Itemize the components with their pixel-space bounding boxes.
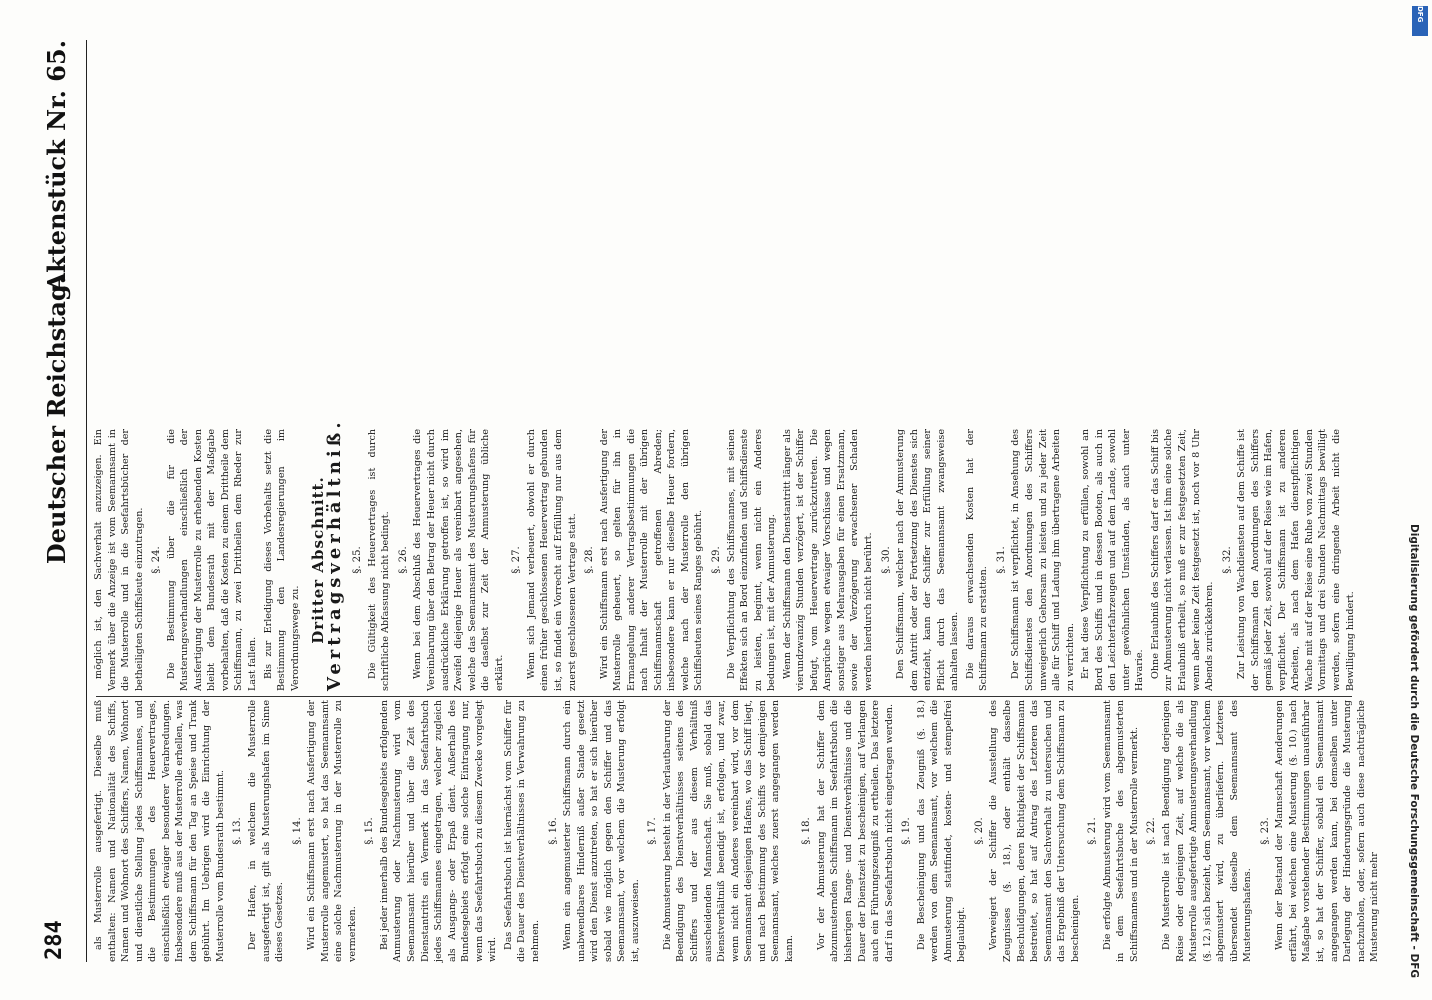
section-heading: §. 23. [1259,817,1271,845]
chapter-title: Vertragsverhältniß. [323,418,345,691]
paragraph: Wenn ein angemusterter Schiffsmann durch ein unabwendbares Hinderniß außer Stande gesetzt wird den Dienst anzutreten, so hat er sich hierüber sobald wie möglich gegen den Schiffer und das Seemannsamt, vor welchem die Musterung erfolgt ist, auszuweisen. [562,700,641,962]
header-rule [86,40,87,962]
text-column-left [92,700,1381,962]
paragraph: Der Hafen, in welchem die Musterrolle ausgefertigt ist, gilt als Musterungshafen im Sinne dieses Gesetzes. [247,700,286,962]
paragraph: Die Gültigkeit des Heuervertrages ist durch schriftliche Abfassung nicht bedingt. [366,429,392,691]
paragraph: Wenn der Schiffsmann den Dienstantritt länger als vierundzwanzig Stunden verzögert, ist der Schiffer befugt, vom Heuervertrage zurückzutreten. Die Ansprüche wegen etwaiger Vorschüsse und wegen sonstiger aus Mehrausgaben für einen Ersatzmann, sowie der Verzögerung erwachsener Schaden werden hierdurch nicht berührt. [781,429,874,691]
section-heading: §. 17. [647,817,659,845]
paragraph: Wenn der Bestand der Mannschaft Aenderungen erfährt, bei welchen eine Musterung (§. 10.) nach Maßgabe vorstehender Bestimmungen unausführbar ist, so hat der Schiffer, sobald ein Seemannsamt angegangen werden kann, bei demselben unter Darlegung der Hinderungsgründe die Musterung nachzuholen, oder, sofern auch diese nachträgliche Musterung nicht mehr [1274,700,1381,962]
section-heading: §. 19. [901,817,913,845]
section-heading: §. 15. [364,817,376,845]
document-number: Aktenstück Nr. 65. [42,40,71,292]
paragraph: Die Musterrolle ist nach Beendigung derjenigen Reise oder derjenigen Zeit, auf welche die als Musterrolle ausgefertigte Anmusterungsverhandlung (§. 12.) sich bezieht, dem Seemannsamt, vor welchem abgemustert wird, zu überliefern. Letzteres übersendet dieselbe dem Seemannsamt des Musterungshafens. [1161,700,1254,962]
section-heading: §. 18. [801,817,813,845]
section-heading: §. 32. [1221,546,1233,574]
section-heading: §. 30. [880,546,892,574]
running-title: Deutscher Reichstag. [42,275,71,565]
paragraph: Vor der Abmusterung hat der Schiffer dem abzumusternden Schiffsmann im Seefahrtsbuch die bisherigen Range- und Dienstverhältnisse und die Dauer der Dienstzeit zu bescheinigen, auf Verlangen auch ein Führungszeugniß zu ertheilen. Das letztere darf in das Seefahrtsbuch nicht eingetragen werden. [815,700,895,962]
paragraph: Bis zur Erledigung dieses Vorbehalts setzt die Bestimmung den Landesregierungen im Verordnungswege zu. [262,429,301,691]
section-heading: §. 28. [584,546,596,574]
section-heading: §. 29. [710,546,722,574]
digitization-credit [1402,18,1426,978]
paragraph: möglich ist, den Sachverhalt anzuzeigen. Ein Vermerk über die Anzeige ist vom Seemannsamt in die Musterrolle und in die Seefahrtsbücher der betheiligten Schiffsleute einzutragen. [93,429,145,691]
paragraph: Die Bescheinigung und das Zeugniß (§. 18.) werden von dem Seemannsamt, vor welchem die Abmusterung stattfindet, kosten- und stempelfrei beglaubigt. [915,700,968,962]
paragraph: Die erfolgte Abmusterung wird vom Seemannsamt in dem Seefahrtsbuche des abgemusterten Schiffsmannes und in der Musterrolle vermerkt. [1101,700,1140,962]
paragraph: Ohne Erlaubniß des Schiffers darf er das Schiff bis zur Abmusterung nicht verlassen. Ist ihm eine solche Erlaubniß ertheilt, so muß er zur festgesetzten Zeit, wenn aber keine Zeit festgesetzt ist, noch vor 8 Uhr Abends zurückkehren. [1149,429,1216,691]
paragraph: Verweigert der Schiffer die Ausstellung des Zeugnisses (§. 18.), oder enthält dasselbe Beschuldigungen, deren Richtigkeit der Schiffsmann bestreitet, so hat auf Antrag des Letzteren das Seemannsamt den Sachverhalt zu untersuchen und das Ergebniß der Untersuchung dem Schiffsmann zu bescheinigen. [988,700,1081,962]
section-heading: §. 16. [547,817,559,845]
paragraph: Die daraus erwachsenden Kosten hat der Schiffsmann zu erstatten. [964,429,990,691]
dfg-logo: DFG [1412,6,1428,36]
section-heading: §. 14. [291,817,303,845]
credit-text: Digitalisierung gefördert durch die Deutsche Forschungsgemeinschaft - DFG [1408,524,1420,978]
paragraph: Die Abmusterung besteht in der Verlautbarung der Beendigung des Dienstverhältnisses seitens des Schiffers und der aus diesem Verhältniß ausscheidenden Mannschaft. Sie muß, sobald das Dienstverhältniß beendigt ist, erfolgen, und zwar, wenn nicht ein Anderes vereinbart wird, vor dem Seemannsamt desjenigen Hafens, wo das Schiff liegt, und nach Bestimmung des Schiffs vor demjenigen Seemannsamt, welches zuerst angegangen werden kann. [661,700,795,962]
paragraph: Der Schiffsmann ist verpflichtet, in Ansehung des Schiffsdienstes den Anordnungen des Schiffers unweigerlich Gehorsam zu leisten und zu jeder Zeit alle für Schiff und Ladung ihm übertragene Arbeiten zu verrichten. [1010,429,1076,691]
paragraph: als Musterrolle ausgefertigt. Dieselbe muß enthalten: Namen und Nationalität des Schiffs, Namen und Wohnort des Schiffers, Namen, Wohnort und dienstliche Stellung jedes Schiffsmannes, und die Bestimmungen des Heuervertrages, einschließlich etwaiger besonderer Verabredungen. Insbesondere muß aus der Musterrolle erhellen, was dem Schiffsmann für den Tag an Speise und Trank gebührt. Im Uebrigen wird die Einrichtung der Musterrolle vom Bundesrath bestimmt. [93,700,226,962]
text-column-right [92,418,1362,691]
section-heading: §. 26. [397,546,409,574]
section-heading: §. 22. [1146,817,1158,845]
section-heading: §. 20. [973,817,985,845]
paragraph: Er hat diese Verpflichtung zu erfüllen, sowohl an Bord des Schiffs und in dessen Booten, als auch in den Leichterfahrzeugen und auf dem Lande, sowohl unter gewöhnlichen Umständen, als auch unter Havarie. [1080,429,1146,691]
paragraph: Die Verpflichtung des Schiffsmannes, mit seinen Effekten sich an Bord einzufinden und Schiffsdienste zu leisten, beginnt, wenn nicht ein Anderes bedungen ist, mit der Anmusterung. [725,429,778,691]
section-heading: §. 27. [511,546,523,574]
page-header [36,40,84,960]
page-number: 284 [42,920,67,960]
paragraph: Wenn sich Jemand verheuert, obwohl er durch einen früher geschlossenen Heuervertrag gebunden ist, so findet ein Vorrecht auf Erfüllung nur aus dem zuerst geschlossenen Vertrage statt. [525,429,578,691]
paragraph: Den Schiffsmann, welcher nach der Anmusterung dem Antritt oder der Fortsetzung des Dienstes sich entzieht, kann der Schiffer zur Erfüllung seiner Pflicht durch das Seemannsamt zwangsweise anhalten lassen. [895,429,961,691]
section-heading: §. 21. [1087,817,1099,845]
paragraph: Wird ein Schiffsmann erst nach Ausfertigung der Musterrolle geheuert, so gelten für ihn in Ermangelung anderer Vertragsbestimmungen die nach Inhalt der Musterrolle mit der übrigen Schiffsmannschaft getroffenen Abreden; insbesondere kann er nur dieselbe Heuer fordern, welche nach der Musterrolle den übrigen Schiffsleuten seines Ranges gebührt. [598,429,705,691]
section-heading: §. 25. [352,546,364,574]
column-divider [96,696,1352,697]
section-heading: §. 13. [232,817,244,845]
section-heading: §. 24. [151,546,163,574]
section-heading: §. 31. [995,546,1007,574]
chapter-heading: Dritter Abschnitt. [309,476,328,644]
paragraph: Das Seefahrtsbuch ist hiernächst vom Schiffer für die Dauer des Dienstverhältnisses in Verwahrung zu nehmen. [502,700,541,962]
paragraph: Zur Leistung von Wachdiensten auf dem Schiffe ist der Schiffsmann den Anordnungen des Schiffers gemäß jeder Zeit, sowohl auf der Reise wie im Hafen, verpflichtet. Der Schiffsmann ist zu anderen Arbeiten, als nach dem Hafen dienstpflichtigen Wache mit auf der Reise eine Ruhe von zwei Stunden Vormittags und drei Stunden Nachmittags bewilligt werden, sofern eine dringende Arbeit nicht die Bewilligung hindert. [1236,429,1356,691]
paragraph: Bei jeder innerhalb des Bundesgebiets erfolgenden Anmusterung oder Nachmusterung wird vom Seemannsamt hierüber und über die Zeit des Dienstantritts ein Vermerk in das Seefahrtsbuch jedes Schiffsmannes eingetragen, welcher zugleich als Ausgangs- oder Erpaß dient. Außerhalb des Bundesgebiets erfolgt eine solche Eintragung nur, wenn das Seefahrtsbuch zu diesem Zwecke vorgelegt wird. [378,700,499,962]
paragraph: Die Bestimmung über die für die Musterungsverhandlungen einschließlich der Ausfertigung der Musterrolle zu erhebenden Kosten bleibt dem Bundesrath mit der Maßgabe vorbehalten, daß die Kosten zu einem Drittheile dem Schiffsmann, zu zwei Drittheilen dem Rheder zur Last fallen. [165,429,259,691]
paragraph: Wird ein Schiffsmann erst nach Ausfertigung der Musterrolle angemustert, so hat das Seemannsamt eine solche Nachmusterung in der Musterrolle zu vermerken. [306,700,358,962]
paragraph: Wenn bei dem Abschluß des Heuervertrages die Vereinbarung über den Betrag der Heuer nicht durch ausdrückliche Erklärung getroffen ist, so wird im Zweifel diejenige Heuer als vereinbart angesehen, welche das Seemannsamt des Musterungshafens für die daselbst zur Zeit der Anmusterung übliche erklärt. [412,429,505,691]
